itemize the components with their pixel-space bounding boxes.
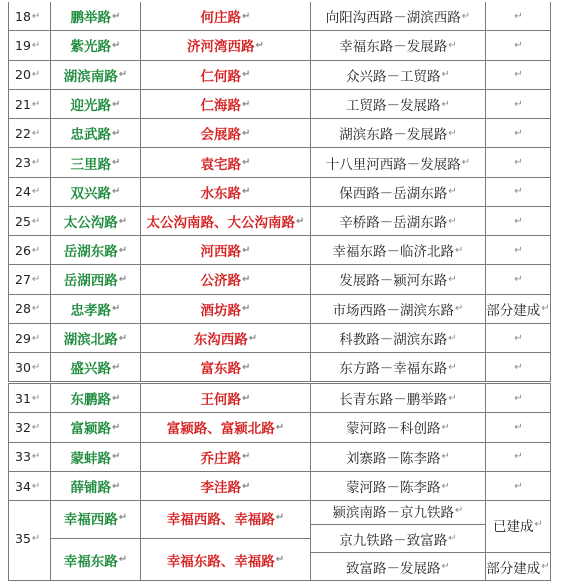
new-road-name: 仁海路 ↵ bbox=[140, 90, 310, 118]
new-road-name: 乔庄路 ↵ bbox=[140, 443, 310, 471]
old-road-name: 蒙蚌路 ↵ bbox=[50, 443, 140, 471]
row-number: 25 ↵ bbox=[8, 207, 50, 235]
row-number: 30 ↵ bbox=[8, 353, 50, 381]
remark: ↵ bbox=[485, 413, 551, 441]
new-road-name: 富东路 ↵ bbox=[140, 353, 310, 381]
road-range: 蒙河路－科创路 ↵ bbox=[310, 413, 485, 441]
road-range: 十八里河西路－发展路 ↵ bbox=[310, 148, 485, 176]
table-row bbox=[8, 178, 551, 207]
table-row bbox=[8, 353, 551, 382]
old-road-name: 鹏举路 ↵ bbox=[50, 2, 140, 30]
row-number: 28 ↵ bbox=[8, 295, 50, 323]
table-row bbox=[8, 2, 551, 31]
row-number: 23 ↵ bbox=[8, 148, 50, 176]
range-b1: 京九铁路－致富路 ↵ bbox=[310, 525, 485, 553]
new-road-name: 富颍路、富颍北路 ↵ bbox=[140, 413, 310, 441]
row-number: 34 ↵ bbox=[8, 472, 50, 500]
road-range: 保西路－岳湖东路 ↵ bbox=[310, 178, 485, 206]
old-road-name: 三里路 ↵ bbox=[50, 148, 140, 176]
new-road-name: 济河湾西路 ↵ bbox=[140, 31, 310, 59]
table-row bbox=[8, 61, 551, 90]
row-number: 33 ↵ bbox=[8, 443, 50, 471]
old-road-name: 忠孝路 ↵ bbox=[50, 295, 140, 323]
new-road-name: 李洼路 ↵ bbox=[140, 472, 310, 500]
table-row bbox=[8, 413, 551, 442]
remark: ↵ bbox=[485, 90, 551, 118]
table-row bbox=[8, 148, 551, 177]
remark: ↵ bbox=[485, 472, 551, 500]
old-road-name: 薛铺路 ↵ bbox=[50, 472, 140, 500]
table-row bbox=[8, 265, 551, 294]
old-road-name: 双兴路 ↵ bbox=[50, 178, 140, 206]
row-number: 31 ↵ bbox=[8, 384, 50, 412]
new-road-name: 王何路 ↵ bbox=[140, 384, 310, 412]
table-row bbox=[8, 90, 551, 119]
row-number: 20 ↵ bbox=[8, 61, 50, 89]
road-range: 辛桥路－岳湖东路 ↵ bbox=[310, 207, 485, 235]
table-row bbox=[8, 235, 551, 265]
old-name-b: 幸福东路 ↵ bbox=[50, 539, 140, 581]
table-row-35 bbox=[8, 497, 551, 581]
row-number: 26 ↵ bbox=[8, 236, 50, 264]
table-row bbox=[8, 324, 551, 353]
remark: ↵ bbox=[485, 2, 551, 30]
remark: ↵ bbox=[485, 384, 551, 412]
remark: ↵ bbox=[485, 207, 551, 235]
note-b: 部分建成 ↵ bbox=[485, 553, 551, 581]
remark: ↵ bbox=[485, 353, 551, 381]
table-row bbox=[8, 443, 551, 472]
remark: ↵ bbox=[485, 324, 551, 352]
old-road-name: 忠武路 ↵ bbox=[50, 119, 140, 147]
new-name-b: 幸福东路、幸福路 ↵ bbox=[140, 539, 310, 581]
new-road-name: 河西路 ↵ bbox=[140, 236, 310, 264]
row-number: 29 ↵ bbox=[8, 324, 50, 352]
note-a: 已建成 ↵ bbox=[485, 497, 551, 553]
road-range: 湖滨东路－发展路 ↵ bbox=[310, 119, 485, 147]
old-road-name: 湖滨北路 ↵ bbox=[50, 324, 140, 352]
table-row bbox=[8, 31, 551, 60]
road-range: 众兴路－工贸路 ↵ bbox=[310, 61, 485, 89]
row-number: 27 ↵ bbox=[8, 265, 50, 293]
new-road-name: 仁何路 ↵ bbox=[140, 61, 310, 89]
road-range: 东方路－幸福东路 ↵ bbox=[310, 353, 485, 381]
new-road-name: 会展路 ↵ bbox=[140, 119, 310, 147]
new-road-name: 水东路 ↵ bbox=[140, 178, 310, 206]
table-row bbox=[8, 119, 551, 148]
old-road-name: 富颍路 ↵ bbox=[50, 413, 140, 441]
row-number: 32 ↵ bbox=[8, 413, 50, 441]
old-name-a: 幸福西路 ↵ bbox=[50, 497, 140, 539]
row-number: 24 ↵ bbox=[8, 178, 50, 206]
remark: 部分建成 ↵ bbox=[485, 295, 551, 323]
row-number: 22 ↵ bbox=[8, 119, 50, 147]
remark: ↵ bbox=[485, 443, 551, 471]
new-road-name: 公济路 ↵ bbox=[140, 265, 310, 293]
new-road-name: 太公沟南路、大公沟南路 ↵ bbox=[140, 207, 310, 235]
new-road-name: 袁宅路 ↵ bbox=[140, 148, 310, 176]
table-row bbox=[8, 383, 551, 413]
road-range: 发展路－颍河东路 ↵ bbox=[310, 265, 485, 293]
table-section-3 bbox=[8, 383, 551, 501]
range-b2: 致富路－发展路 ↵ bbox=[310, 553, 485, 581]
new-name-a: 幸福西路、幸福路 ↵ bbox=[140, 497, 310, 539]
old-road-name: 盛兴路 ↵ bbox=[50, 353, 140, 381]
table-section-1 bbox=[8, 2, 551, 236]
row-number: 35 ↵ bbox=[8, 497, 50, 581]
old-road-name: 东鹏路 ↵ bbox=[50, 384, 140, 412]
road-range: 工贸路－发展路 ↵ bbox=[310, 90, 485, 118]
remark: ↵ bbox=[485, 265, 551, 293]
road-range: 科教路－湖滨东路 ↵ bbox=[310, 324, 485, 352]
new-road-name: 酒坊路 ↵ bbox=[140, 295, 310, 323]
old-road-name: 紫光路 ↵ bbox=[50, 31, 140, 59]
road-range: 幸福东路－临济北路 ↵ bbox=[310, 236, 485, 264]
road-range: 长青东路－鹏举路 ↵ bbox=[310, 384, 485, 412]
old-road-name: 迎光路 ↵ bbox=[50, 90, 140, 118]
row-number: 18 ↵ bbox=[8, 2, 50, 30]
old-road-name: 太公沟路 ↵ bbox=[50, 207, 140, 235]
road-range: 刘寨路－陈李路 ↵ bbox=[310, 443, 485, 471]
old-road-name: 岳湖西路 ↵ bbox=[50, 265, 140, 293]
remark: ↵ bbox=[485, 178, 551, 206]
range-a: 颍滨南路－京九铁路 ↵ bbox=[310, 497, 485, 525]
row-number: 21 ↵ bbox=[8, 90, 50, 118]
road-range: 幸福东路－发展路 ↵ bbox=[310, 31, 485, 59]
table-section-2 bbox=[8, 235, 551, 382]
old-road-name: 湖滨南路 ↵ bbox=[50, 61, 140, 89]
table-row bbox=[8, 295, 551, 324]
remark: ↵ bbox=[485, 61, 551, 89]
table-row bbox=[8, 207, 551, 236]
new-road-name: 何庄路 ↵ bbox=[140, 2, 310, 30]
remark: ↵ bbox=[485, 31, 551, 59]
new-road-name: 东沟西路 ↵ bbox=[140, 324, 310, 352]
road-range: 向阳沟西路－湖滨西路 ↵ bbox=[310, 2, 485, 30]
old-road-name: 岳湖东路 ↵ bbox=[50, 236, 140, 264]
remark: ↵ bbox=[485, 236, 551, 264]
road-range: 市场西路－湖滨东路 ↵ bbox=[310, 295, 485, 323]
remark: ↵ bbox=[485, 148, 551, 176]
road-range: 蒙河路－陈李路 ↵ bbox=[310, 472, 485, 500]
remark: ↵ bbox=[485, 119, 551, 147]
row-number: 19 ↵ bbox=[8, 31, 50, 59]
